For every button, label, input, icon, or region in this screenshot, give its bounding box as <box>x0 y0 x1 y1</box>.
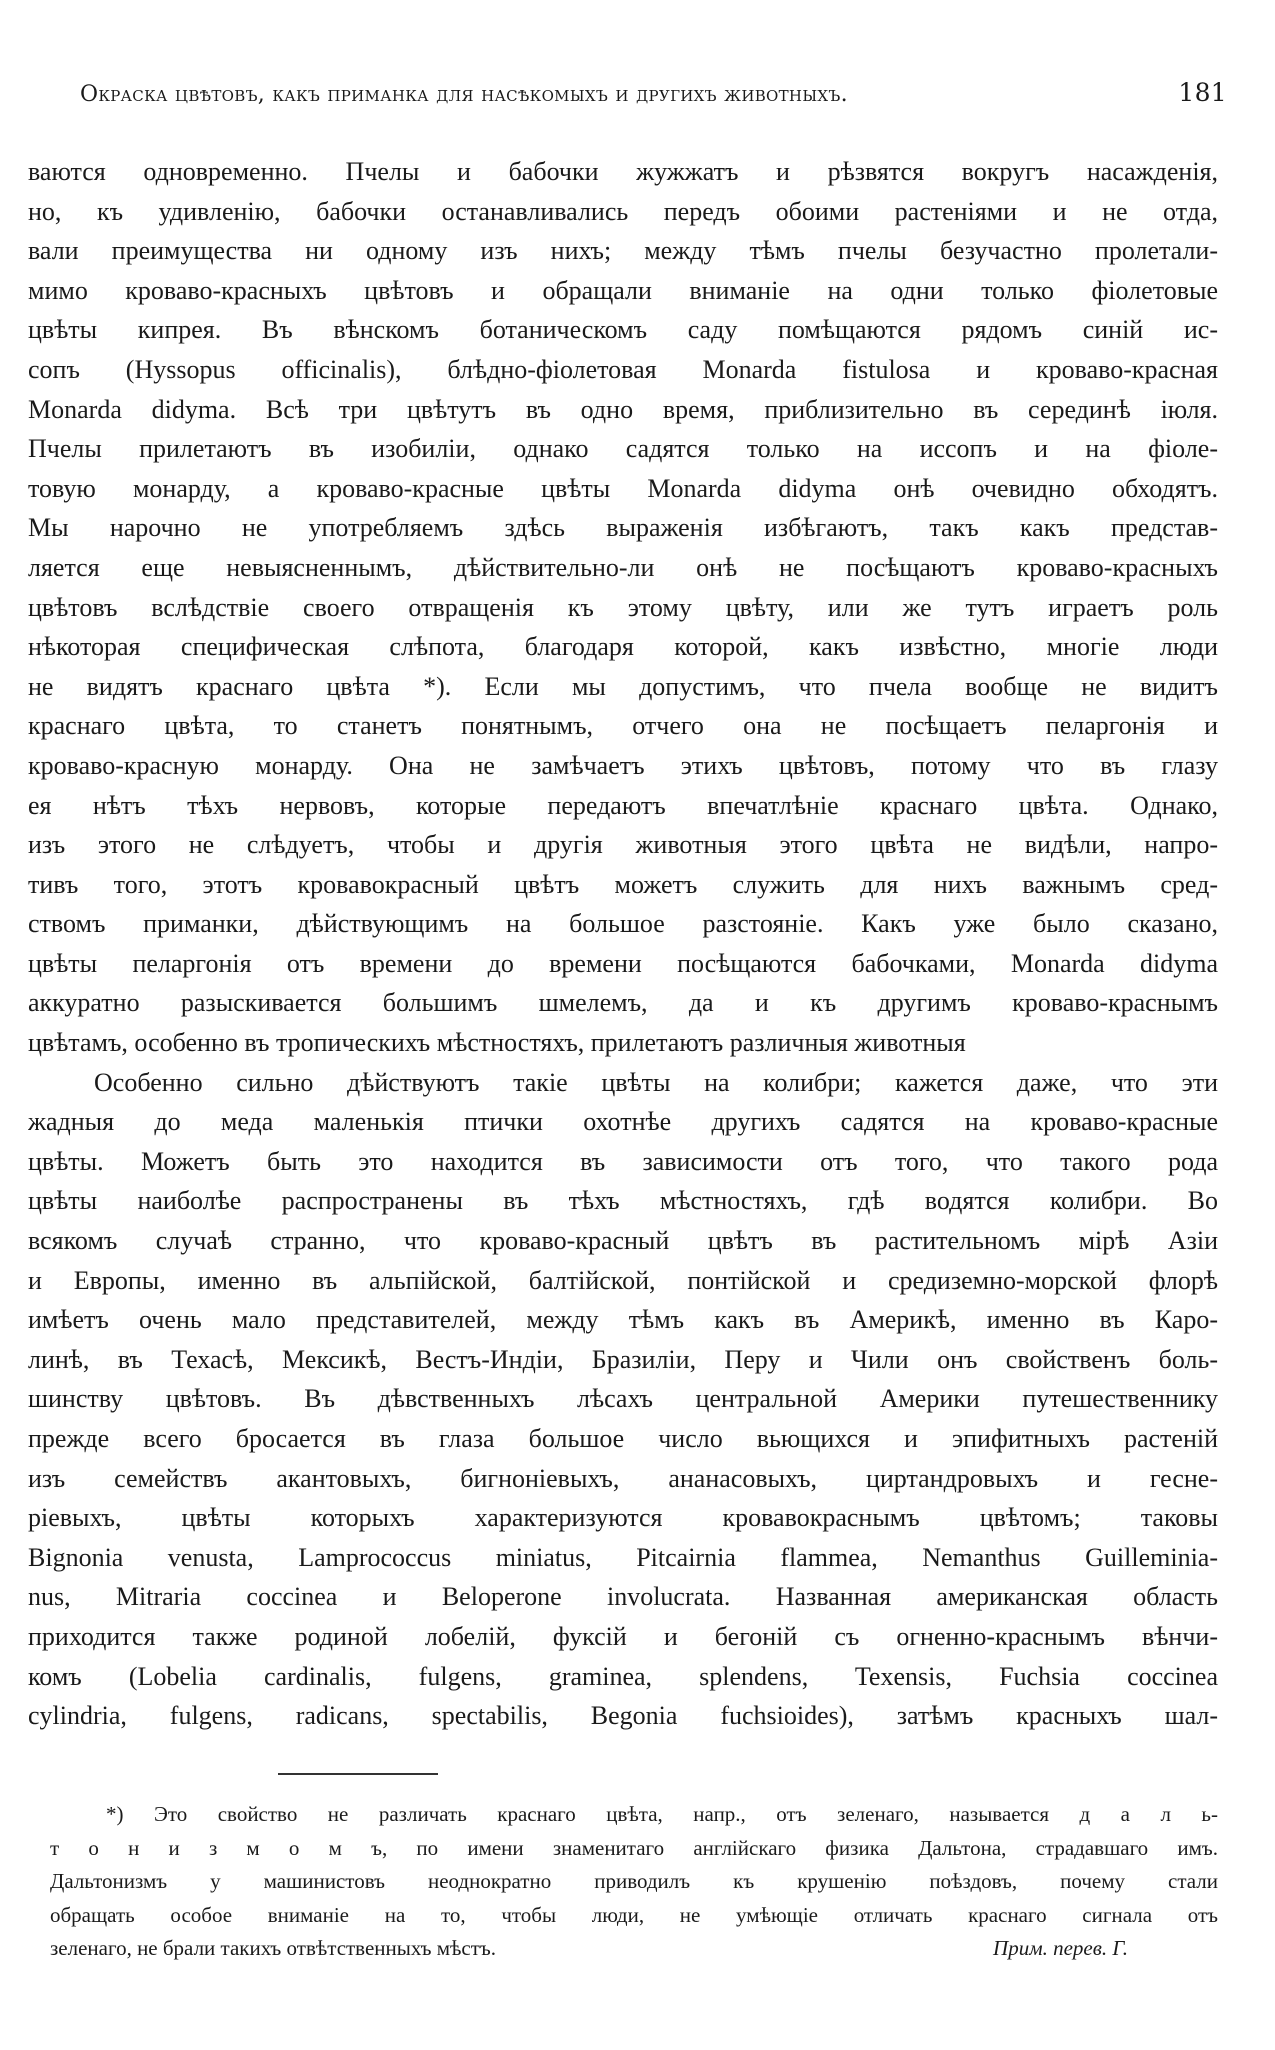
footnote-line: обращать особое вниманіе на то, чтобы люди, не умѣющіе отличать краснаго сигнала отъ <box>50 1902 1218 1927</box>
text-line: ваются одновременно. Пчелы и бабочки жужжатъ и рѣзвятся вокругъ насажденія, <box>28 157 1218 186</box>
text-line: приходится также родиной лобелій, фуксій и бегоній съ огненно-краснымъ вѣнчи- <box>28 1621 1218 1651</box>
text-line: не видятъ краснаго цвѣта *). Если мы допустимъ, что пчела вообще не видитъ <box>28 671 1218 701</box>
text-line: сопъ (Hyssopus officinalis), блѣдно-фіолетовая Monarda fistulosa и кроваво-красная <box>28 354 1218 384</box>
text-line: мимо кроваво-красныхъ цвѣтовъ и обращали вниманіе на одни только фіолетовые <box>28 275 1218 305</box>
text-line: тивъ того, этотъ кровавокрасный цвѣтъ можетъ служить для нихъ важнымъ сред- <box>28 869 1218 899</box>
text-line: краснаго цвѣта, то станетъ понятнымъ, отчего она не посѣщаетъ пеларгонія и <box>28 711 1218 741</box>
text-line: цвѣтамъ, особенно въ тропическихъ мѣстностяхъ, прилетаютъ различныя животныя <box>28 1028 966 1058</box>
text-line: ріевыхъ, цвѣты которыхъ характеризуются кровавокраснымъ цвѣтомъ; таковы <box>28 1503 1218 1533</box>
translator-note: Прим. перев. Г. <box>993 1936 1128 1960</box>
footnote-line: т о н и з м о м ъ, по имени знаменитаго англійскаго физика Дальтона, страдавшаго имъ. <box>50 1835 1218 1860</box>
text-line: нѣкоторая специфическая слѣпота, благодаря которой, какъ извѣстно, многіе люди <box>28 632 1218 662</box>
text-line: nus, Mitraria coccinea и Beloperone involucrata. Названная американская область <box>28 1582 1218 1612</box>
text-line: имѣетъ очень мало представителей, между тѣмъ какъ въ Америкѣ, именно въ Каро- <box>28 1305 1218 1335</box>
footnote-line: *) Это свойство не различать краснаго цвѣта, напр., отъ зеленаго, называется д а л ь- <box>106 1802 1218 1826</box>
text-line: ея нѣтъ тѣхъ нервовъ, которые передаютъ впечатлѣніе краснаго цвѣта. Однако, <box>28 790 1218 820</box>
footnote-line: Дальтонизмъ у машинистовъ неоднократно приводилъ къ крушенію поѣздовъ, почему стали <box>50 1869 1218 1893</box>
footnote-divider <box>278 1773 438 1775</box>
text-line: шинству цвѣтовъ. Въ дѣвственныхъ лѣсахъ центральной Америки путешественнику <box>28 1384 1218 1414</box>
text-line: изъ этого не слѣдуетъ, чтобы и другія животныя этого цвѣта не видѣли, напро- <box>28 830 1218 860</box>
running-title: Окраска цвѣтовъ, какъ приманка для насѣкомыхъ и другихъ животныхъ. <box>80 82 848 107</box>
text-line: комъ (Lobelia cardinalis, fulgens, graminea, splendens, Texensis, Fuchsia coccinea <box>28 1661 1218 1691</box>
text-line: цвѣты пеларгонія отъ времени до времени посѣщаются бабочками, Monarda didyma <box>28 948 1218 978</box>
text-line: изъ семействъ акантовыхъ, бигноніевыхъ, ананасовыхъ, циртандровыхъ и гесне- <box>28 1463 1218 1493</box>
text-line: cylindria, fulgens, radicans, spectabilis, Begonia fuchsioides), затѣмъ красныхъ шал- <box>28 1701 1218 1731</box>
text-line: товую монарду, а кроваво-красные цвѣты Monarda didyma онѣ очевидно обходятъ. <box>28 473 1218 503</box>
text-line: цвѣты кипрея. Въ вѣнскомъ ботаническомъ саду помѣщаются рядомъ синій ис- <box>28 315 1218 345</box>
text-line: ствомъ приманки, дѣйствующимъ на большое разстояніе. Какъ уже было сказано, <box>28 909 1218 939</box>
running-header <box>80 78 1227 107</box>
text-line: аккуратно разыскивается большимъ шмелемъ, да и къ другимъ кроваво-краснымъ <box>28 988 1218 1018</box>
text-line: цвѣты. Можетъ быть это находится въ зависимости отъ того, что такого рода <box>28 1146 1218 1176</box>
page-number: 181 <box>1178 78 1227 107</box>
text-line: всякомъ случаѣ странно, что кроваво-красный цвѣтъ въ растительномъ мірѣ Азіи <box>28 1226 1218 1256</box>
text-line: вали преимущества ни одному изъ нихъ; между тѣмъ пчелы безучастно пролетали- <box>28 236 1218 266</box>
text-line: Особенно сильно дѣйствуютъ такіе цвѣты на колибри; кажется даже, что эти <box>94 1067 1218 1097</box>
text-line: ляется еще невыясненнымъ, дѣйствительно-ли онѣ не посѣщаютъ кроваво-красныхъ <box>28 552 1218 582</box>
footnote <box>50 1798 1218 1966</box>
body-text <box>28 152 1218 1736</box>
text-line: цвѣтовъ вслѣдствіе своего отвращенія къ этому цвѣту, или же тутъ играетъ роль <box>28 592 1218 622</box>
text-line: Мы нарочно не употребляемъ здѣсь выраженія избѣгаютъ, такъ какъ представ- <box>28 513 1218 543</box>
text-line: кроваво-красную монарду. Она не замѣчаетъ этихъ цвѣтовъ, потому что въ глазу <box>28 750 1218 780</box>
text-line: но, къ удивленію, бабочки останавливались передъ обоими растеніями и не отда, <box>28 196 1218 226</box>
text-line: Пчелы прилетаютъ въ изобиліи, однако садятся только на иссопъ и на фіоле- <box>28 434 1218 464</box>
text-line: Bignonia venusta, Lamprococcus miniatus, Pitcairnia flammea, Nemanthus Guilleminia- <box>28 1542 1218 1572</box>
footnote-last-line <box>50 1932 1218 1966</box>
text-line: и Европы, именно въ альпійской, балтійской, понтійской и средиземно-морской флорѣ <box>28 1265 1218 1295</box>
text-line: прежде всего бросается въ глаза большое число вьющихся и эпифитныхъ растеній <box>28 1424 1218 1453</box>
text-line: цвѣты наиболѣе распространены въ тѣхъ мѣстностяхъ, гдѣ водятся колибри. Во <box>28 1186 1218 1216</box>
text-line: Monarda didyma. Всѣ три цвѣтутъ въ одно время, приблизительно въ серединѣ іюля. <box>28 394 1218 424</box>
text-line: жадныя до меда маленькія птички охотнѣе другихъ садятся на кроваво-красные <box>28 1107 1218 1137</box>
text-line: линѣ, въ Техасѣ, Мексикѣ, Вестъ-Индіи, Бразиліи, Перу и Чили онъ свойственъ боль- <box>28 1344 1218 1374</box>
footnote-line: зеленаго, не брали такихъ отвѣтственныхъ мѣстъ. <box>50 1936 496 1960</box>
